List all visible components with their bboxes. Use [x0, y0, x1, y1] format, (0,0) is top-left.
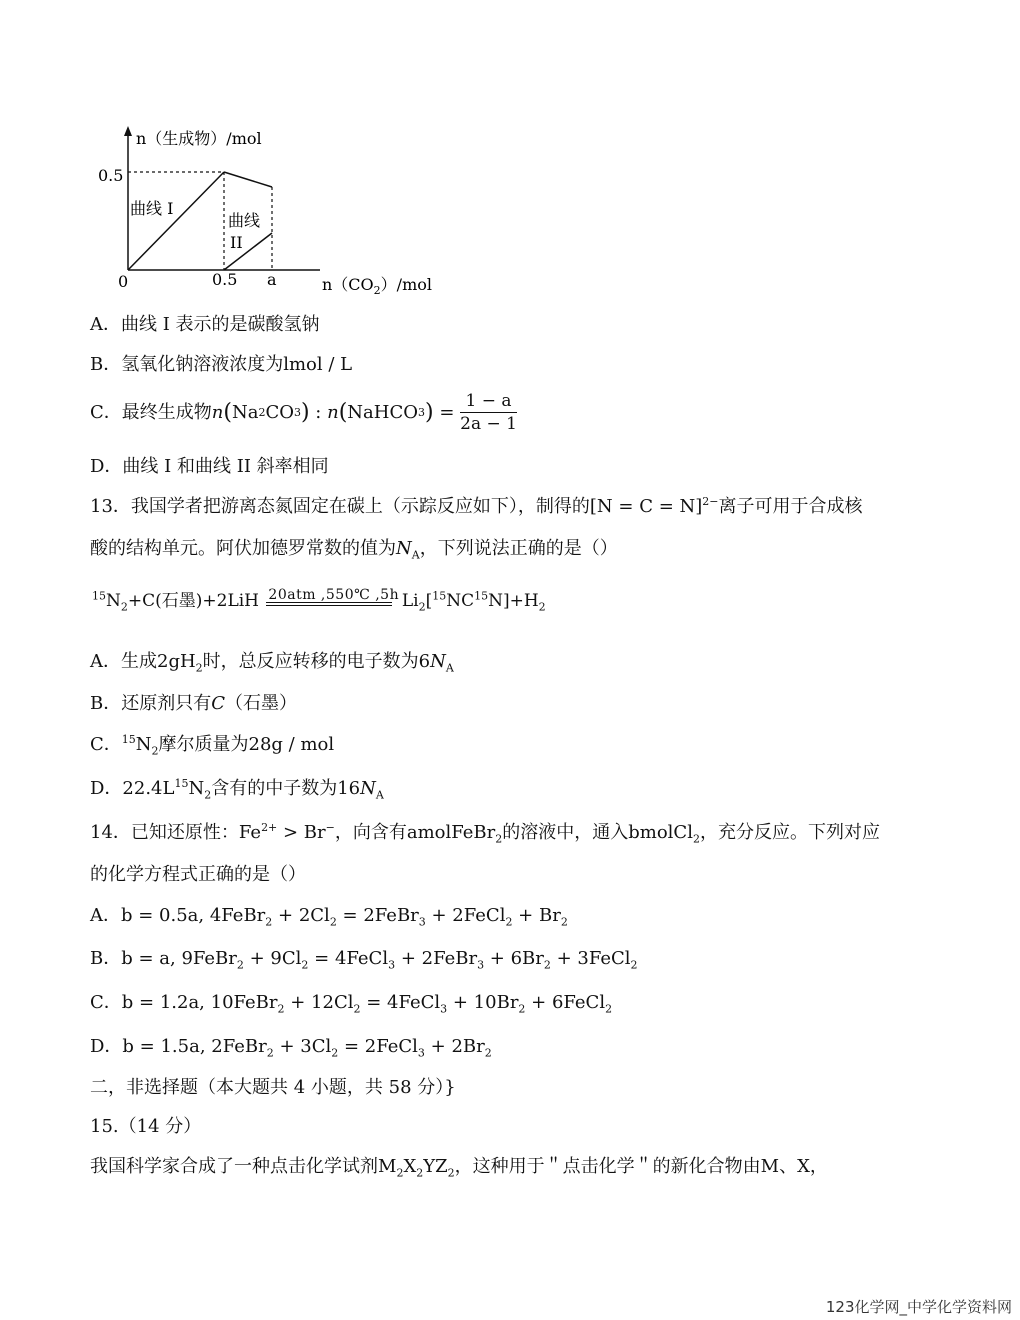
q14-option-c: C．b = 1.2a, 10FeBr$_2$ + $12Cl_2$ = 4FeCl$_3$ + $10Br_2$ + 6FeCl$_2$: [90, 992, 613, 1016]
y-tick: 0.5: [98, 166, 124, 185]
q12-option-c: C．最终生成物 n ( Na 2 CO 3 ) : n ( NaHCO 3 ) = $\frac{1 - a}{2a - 1}$: [90, 391, 517, 434]
curve-1-decline: [224, 172, 272, 187]
curve-2-label-top: 曲线: [228, 211, 261, 230]
q13-stem-line1: 13．我国学者把游离态氮固定在碳上（示踪反应如下），制得的[N = C = N]$^{2-}$离子可用于合成核: [90, 495, 863, 517]
section-heading: 二，非选择题（本大题共 4 小题，共 58 分）}: [90, 1077, 456, 1098]
y-axis-label: n（生成物）/mol: [136, 129, 262, 148]
q13-option-d: D．$22.4L^{15}N_2$含有的中子数为$16N_A$: [90, 777, 384, 802]
q13-option-a: A．生成$2gH_2$时，总反应转移的电子数为$6N_A$: [90, 651, 454, 675]
q12-option-a: A．曲线 I 表示的是碳酸氢钠: [90, 314, 320, 335]
origin-label: 0: [118, 272, 129, 291]
q13-option-b: B．还原剂只有C（石墨）: [90, 693, 298, 714]
q12-option-b: B．氢氧化钠溶液浓度为lmol / L: [90, 354, 353, 375]
x-tick-1: 0.5: [212, 270, 238, 289]
q15-heading: 15.（14 分）: [90, 1116, 202, 1137]
q14-option-d: D．b = 1.5a, 2FeBr$_2$ + $3Cl_2$ = 2FeCl$_3$ + $2Br_2$: [90, 1036, 492, 1060]
curve-1: [128, 172, 224, 270]
q13-stem-line2: 酸的结构单元。阿伏加德罗常数的值为$N_A$，下列说法正确的是（）: [90, 538, 618, 562]
q15-body: 我国科学家合成了一种点击化学试剂$M_2X_2YZ_2$，这种用于＂点击化学＂的新化合物由M、X，: [90, 1156, 828, 1180]
footer-watermark: 123化学网_中学化学资料网: [825, 1298, 1012, 1316]
q14-option-b: B．b = a, 9FeBr$_2$ + $9Cl_2$ = 4FeCl$_3$ + 2FeBr$_3$ + $6Br_2$ + 3FeCl$_2$: [90, 948, 638, 972]
q14-stem-line1: 14．已知还原性：$Fe^{2+} > Br^-$，向含有amolFeBr$_2$的溶液中，通入bmolCl$_2$，充分反应。下列对应: [90, 821, 880, 846]
x-axis-label: $n(CO_2)$/mol: [322, 275, 432, 297]
q14-option-a: A．b = 0.5a, 4FeBr$_2$ + $2Cl_2$ = 2FeBr$_3$ + 2FeCl$_2$ + $Br_2$: [90, 905, 568, 929]
q13-option-c: C．$^{15}N_2$摩尔质量为28g / mol: [90, 733, 335, 758]
reaction-condition: 20atm ,550℃ ,5h: [268, 587, 400, 603]
curve-1-label: 曲线 I: [130, 199, 174, 218]
graph: [90, 120, 450, 300]
q12-fraction: $\frac{1 - a}{2a - 1}$: [460, 391, 517, 434]
q14-stem-line2: 的化学方程式正确的是（）: [90, 864, 306, 885]
q12-option-d: D．曲线 I 和曲线 II 斜率相同: [90, 456, 329, 477]
reaction-arrow-line: [266, 602, 392, 603]
q13-equation: $^{15}N_2+C$(石墨)+2LiH 20atm ,550℃ ,5h $Li_2[^{15}NC^{15}N]+H_2$: [92, 590, 546, 612]
curve-2-label-bottom: II: [230, 233, 243, 252]
x-tick-2: a: [267, 270, 277, 289]
y-axis-arrow: [124, 126, 132, 136]
